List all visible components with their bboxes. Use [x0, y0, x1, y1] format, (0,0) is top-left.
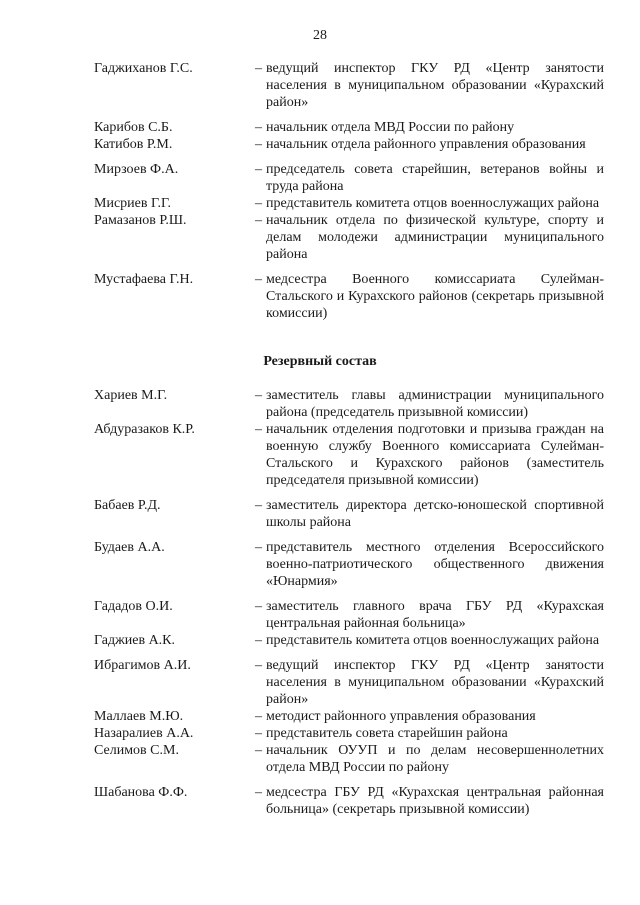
member-name: Мустафаева Г.Н.: [94, 272, 194, 287]
dash: –: [255, 120, 262, 135]
member-description: заместитель главного врача ГБУ РД «Курахская центральная районная больница»: [266, 599, 604, 631]
member-row: [94, 271, 604, 322]
member-row: [94, 119, 604, 136]
member-name: Бабаев Р.Д.: [94, 498, 161, 513]
dash: –: [255, 61, 262, 76]
reserve-heading: Резервный состав: [263, 354, 377, 369]
member-row: [94, 421, 604, 489]
member-row: [94, 195, 604, 212]
member-row: [94, 657, 604, 708]
main-members-list: [94, 60, 604, 322]
member-row: [94, 212, 604, 263]
member-name: Шабанова Ф.Ф.: [94, 785, 188, 800]
dash: –: [255, 726, 262, 741]
member-name: Мисриев Г.Г.: [94, 196, 171, 211]
member-name: Катибов Р.М.: [94, 137, 173, 152]
member-row: [94, 60, 604, 111]
member-row: [94, 725, 604, 742]
dash: –: [255, 540, 262, 555]
member-description: представитель комитета отцов военнослужащих района: [266, 633, 600, 648]
dash: –: [255, 599, 262, 614]
member-description: начальник отделения подготовки и призыва граждан на военную службу Военного комиссариата Сулейман-Стальского и Курахского районов (заместитель председателя призывной комиссии): [266, 422, 604, 488]
dash: –: [255, 785, 262, 800]
member-name: Назаралиев А.А.: [94, 726, 194, 741]
member-row: [94, 598, 604, 632]
dash: –: [255, 658, 262, 673]
member-description: медсестра ГБУ РД «Курахская центральная районная больница» (секретарь призывной комиссии): [266, 785, 604, 817]
member-description: председатель совета старейшин, ветеранов войны и труда района: [266, 162, 604, 194]
page-number: 28: [313, 28, 327, 43]
member-row: [94, 784, 604, 818]
member-description: представитель местного отделения Всероссийского военно-патриотического общественного движения «Юнармия»: [266, 540, 604, 589]
member-description: начальник отдела районного управления образования: [266, 137, 586, 152]
member-name: Гаджиханов Г.С.: [94, 61, 193, 76]
member-row: [94, 161, 604, 195]
member-row: [94, 632, 604, 649]
member-name: Будаев А.А.: [94, 540, 165, 555]
dash: –: [255, 213, 262, 228]
dash: –: [255, 137, 262, 152]
dash: –: [255, 388, 262, 403]
member-description: методист районного управления образования: [266, 709, 536, 724]
reserve-members-list: [94, 387, 604, 818]
member-name: Хариев М.Г.: [94, 388, 168, 403]
member-description: ведущий инспектор ГКУ РД «Центр занятости населения в муниципальном образовании «Курахский район»: [266, 61, 604, 110]
member-row: [94, 708, 604, 725]
member-description: ведущий инспектор ГКУ РД «Центр занятости населения в муниципальном образовании «Курахский район»: [266, 658, 604, 707]
member-name: Селимов С.М.: [94, 743, 179, 758]
dash: –: [255, 498, 262, 513]
member-name: Мирзоев Ф.А.: [94, 162, 179, 177]
member-description: начальник ОУУП и по делам несовершеннолетних отдела МВД России по району: [266, 743, 604, 775]
member-name: Маллаев М.Ю.: [94, 709, 184, 724]
dash: –: [255, 743, 262, 758]
member-description: медсестра Военного комиссариата Сулейман-Стальского и Курахского районов (секретарь призывной комиссии): [266, 272, 604, 321]
member-row: [94, 387, 604, 421]
member-description: заместитель директора детско-юношеской спортивной школы района: [266, 498, 604, 530]
member-row: [94, 136, 604, 153]
dash: –: [255, 422, 262, 437]
member-description: представитель совета старейшин района: [266, 726, 508, 741]
dash: –: [255, 162, 262, 177]
member-name: Ибрагимов А.И.: [94, 658, 191, 673]
member-name: Карибов С.Б.: [94, 120, 173, 135]
dash: –: [255, 633, 262, 648]
member-description: начальник отдела по физической культуре, спорту и делам молодежи администрации муниципального района: [266, 213, 604, 262]
member-row: [94, 742, 604, 776]
member-name: Гаджиев А.К.: [94, 633, 176, 648]
member-name: Гададов О.И.: [94, 599, 173, 614]
member-name: Рамазанов Р.Ш.: [94, 213, 187, 228]
dash: –: [255, 272, 262, 287]
member-description: начальник отдела МВД России по району: [266, 120, 515, 135]
member-row: [94, 539, 604, 590]
member-row: [94, 497, 604, 531]
dash: –: [255, 709, 262, 724]
dash: –: [255, 196, 262, 211]
member-description: заместитель главы администрации муниципального района (председатель призывной комиссии): [266, 388, 604, 420]
member-name: Абдуразаков К.Р.: [94, 422, 195, 437]
member-description: представитель комитета отцов военнослужащих района: [266, 196, 600, 211]
